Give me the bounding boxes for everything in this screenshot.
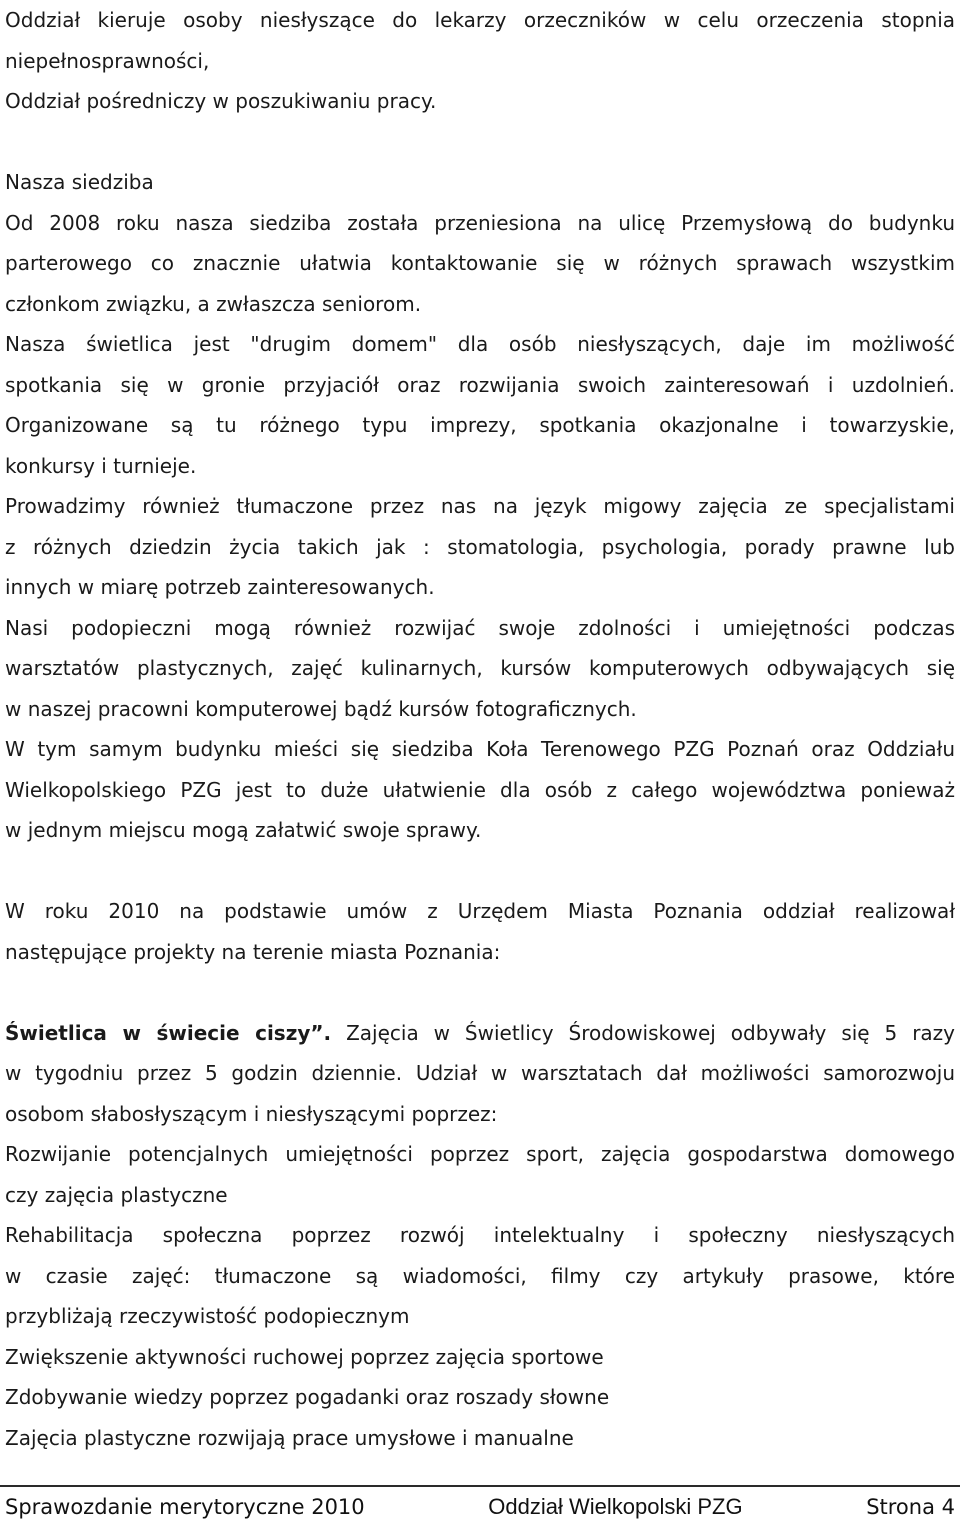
projekty-line-1: W roku 2010 na podstawie umów z Urzędem Miasta Poznania oddział realizował <box>5 899 955 923</box>
intro-line-2: niepełnosprawności, <box>5 48 210 73</box>
siedziba-p1-line-2: parterowego co znacznie ułatwia kontaktowanie się w różnych sprawach wszystkim <box>5 251 955 275</box>
siedziba-p4-line-2: warsztatów plastycznych, zajęć kulinarnych, kursów komputerowych odbywających się <box>5 656 955 680</box>
siedziba-p3-line-3: innych w miarę potrzeb zainteresowanych. <box>5 575 435 599</box>
siedziba-p1-line-3: członkom związku, a zwłaszcza seniorom. <box>5 291 422 316</box>
paragraph-spacer <box>5 972 955 1013</box>
swietlica-line-1 <box>5 1013 955 1054</box>
siedziba-p2-line-2: spotkania się w gronie przyjaciół oraz rozwijania swoich zainteresowań i uzdolnień. <box>5 372 955 397</box>
projekty-line-2: następujące projekty na terenie miasta Poznania: <box>5 939 501 964</box>
footer-organization: Oddział Wielkopolski PZG <box>488 1494 743 1519</box>
intro-line-3: Oddział pośredniczy w poszukiwaniu pracy. <box>5 89 437 113</box>
swietlica-item-2-line-1: Rehabilitacja społeczna poprzez rozwój intelektualny i społeczny niesłyszących <box>5 1223 955 1247</box>
section-heading-siedziba: Nasza siedziba <box>5 170 154 194</box>
siedziba-p3-line-1: Prowadzimy również tłumaczone przez nas na język migowy zajęcia ze specjalistami <box>5 494 955 518</box>
siedziba-p4-line-3: w naszej pracowni komputerowej bądź kursów fotograficznych. <box>5 696 637 721</box>
swietlica-line-3: osobom słabosłyszącym i niesłyszącymi poprzez: <box>5 1101 498 1126</box>
siedziba-p1-line-1: Od 2008 roku nasza siedziba została przeniesiona na ulicę Przemysłową do budynku <box>5 210 955 235</box>
swietlica-item-1-line-2: czy zajęcia plastyczne <box>5 1182 228 1207</box>
siedziba-p2-line-1: Nasza świetlica jest "drugim domem" dla osób niesłyszących, daje im możliwość <box>5 332 955 356</box>
document-body <box>5 0 955 1458</box>
swietlica-item-1-line-1: Rozwijanie potencjalnych umiejętności poprzez sport, zajęcia gospodarstwa domowego <box>5 1142 955 1166</box>
siedziba-p3-line-2: z różnych dziedzin życia takich jak : stomatologia, psychologia, porady prawne lub <box>5 534 955 559</box>
paragraph-spacer <box>5 851 955 892</box>
page-footer <box>5 1490 955 1524</box>
siedziba-p4-line-1: Nasi podopieczni mogą również rozwijać swoje zdolności i umiejętności podczas <box>5 615 955 640</box>
footer-page-number: Strona 4 <box>866 1495 955 1519</box>
siedziba-p2-line-4: konkursy i turnieje. <box>5 453 197 478</box>
swietlica-item-4: Zdobywanie wiedzy poprzez pogadanki oraz roszady słowne <box>5 1385 610 1409</box>
swietlica-item-2-line-3: przybliżają rzeczywistość podopiecznym <box>5 1304 410 1328</box>
paragraph-spacer <box>5 122 955 163</box>
footer-divider <box>0 1485 960 1487</box>
siedziba-p2-line-3: Organizowane są tu różnego typu imprezy, spotkania okazjonalne i towarzyskie, <box>5 413 955 437</box>
swietlica-line-1-rest: Zajęcia w Świetlicy Środowiskowej odbywały się 5 razy <box>331 1020 955 1045</box>
swietlica-item-3: Zwiększenie aktywności ruchowej poprzez zajęcia sportowe <box>5 1344 604 1369</box>
siedziba-p5-line-1: W tym samym budynku mieści się siedziba Koła Terenowego PZG Poznań oraz Oddziału <box>5 737 955 761</box>
intro-line-1: Oddział kieruje osoby niesłyszące do lekarzy orzeczników w celu orzeczenia stopnia <box>5 8 955 32</box>
siedziba-p5-line-2: Wielkopolskiego PZG jest to duże ułatwienie dla osób z całego województwa ponieważ <box>5 777 955 802</box>
swietlica-line-2: w tygodniu przez 5 godzin dziennie. Udział w warsztatach dał możliwości samorozwoju <box>5 1061 955 1085</box>
swietlica-item-2-line-2: w czasie zajęć: tłumaczone są wiadomości, filmy czy artykuły prasowe, które <box>5 1263 955 1288</box>
swietlica-item-5: Zajęcia plastyczne rozwijają prace umysłowe i manualne <box>5 1425 574 1450</box>
swietlica-title: Świetlica w świecie ciszy”. <box>5 1020 332 1045</box>
footer-report-title: Sprawozdanie merytoryczne 2010 <box>5 1495 365 1519</box>
siedziba-p5-line-3: w jednym miejscu mogą załatwić swoje sprawy. <box>5 818 482 842</box>
